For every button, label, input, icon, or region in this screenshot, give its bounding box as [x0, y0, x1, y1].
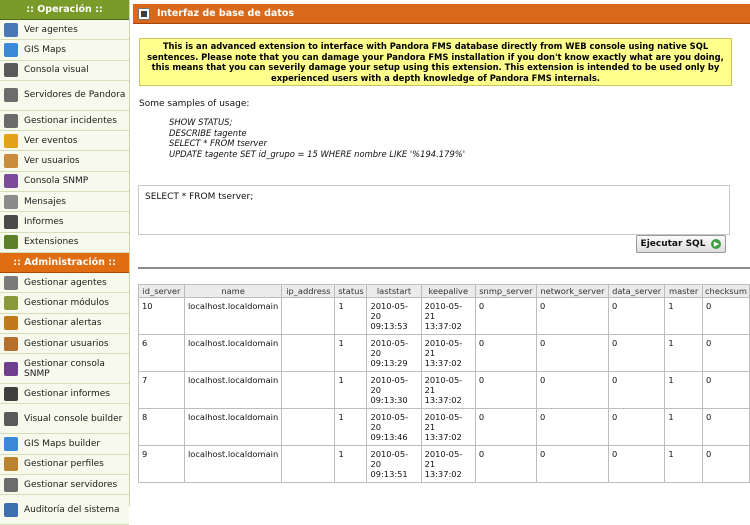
sidebar-item-consola-snmp[interactable]: [0, 172, 129, 192]
sidebar-menu: [0, 0, 130, 515]
visual-console-icon: [4, 63, 18, 77]
sidebar-item-mensajes[interactable]: [0, 192, 129, 212]
manage-agents-icon: [4, 276, 18, 290]
sidebar-item-label: Informes: [24, 217, 64, 228]
sidebar-item-label: Servidores de Pandora: [24, 90, 126, 101]
table-cell: 0: [536, 372, 608, 409]
column-header: keepalive: [421, 285, 475, 298]
table-cell: 1: [335, 409, 367, 446]
sidebar-item-label: Gestionar incidentes: [24, 115, 117, 126]
table-cell: 2010-05-20 09:13:51: [367, 446, 421, 483]
table-cell: 2010-05-20 09:13:30: [367, 372, 421, 409]
manage-users-icon: [4, 337, 18, 351]
administration-section-header: :: Administración ::: [0, 253, 129, 273]
sidebar-item-label: Gestionar agentes: [24, 277, 107, 288]
table-cell: [282, 298, 335, 335]
table-cell: 0: [608, 335, 664, 372]
table-cell: 1: [335, 446, 367, 483]
sidebar-item-ver-agentes[interactable]: [0, 20, 129, 40]
table-cell: 0: [475, 446, 536, 483]
sidebar-item-auditor-a-del-sistema[interactable]: [0, 495, 129, 525]
table-cell: localhost.localdomain: [184, 409, 281, 446]
execute-sql-button[interactable]: [636, 235, 726, 253]
table-row: [139, 409, 750, 446]
table-cell: 8: [139, 409, 185, 446]
table-cell: 0: [702, 372, 749, 409]
table-cell: 9: [139, 446, 185, 483]
table-cell: localhost.localdomain: [184, 446, 281, 483]
table-cell: 0: [536, 446, 608, 483]
column-header: name: [184, 285, 281, 298]
table-cell: 0: [608, 446, 664, 483]
table-cell: 1: [665, 409, 703, 446]
column-header: network_server: [536, 285, 608, 298]
manage-alerts-icon: [4, 316, 18, 330]
column-header: checksum: [702, 285, 749, 298]
table-cell: 0: [702, 446, 749, 483]
table-cell: 0: [702, 298, 749, 335]
extensions-icon: [4, 235, 18, 249]
manage-modules-icon: [4, 296, 18, 310]
table-row: [139, 372, 750, 409]
table-cell: 2010-05-21 13:37:02: [421, 372, 475, 409]
table-cell: 0: [475, 409, 536, 446]
table-cell: localhost.localdomain: [184, 372, 281, 409]
arrow-right-icon: ▶: [711, 239, 721, 249]
samples-list: [169, 117, 465, 159]
table-cell: 2010-05-21 13:37:02: [421, 446, 475, 483]
sidebar-item-label: Ver agentes: [24, 24, 78, 35]
operation-menu-list: [0, 20, 129, 253]
sidebar-item-gestionar-servidores[interactable]: [0, 475, 129, 495]
sidebar-item-gestionar-incidentes[interactable]: [0, 111, 129, 131]
table-cell: 0: [536, 409, 608, 446]
sidebar-item-label: GIS Maps: [24, 44, 66, 55]
sidebar-item-label: Ver usuarios: [24, 156, 80, 167]
sample-line: SHOW STATUS;: [169, 117, 233, 127]
window-icon: [138, 8, 150, 20]
table-cell: 1: [335, 335, 367, 372]
incidents-icon: [4, 114, 18, 128]
table-cell: 2010-05-21 13:37:02: [421, 335, 475, 372]
samples-title: Some samples of usage:: [139, 99, 250, 109]
sidebar-item-gis-maps-builder[interactable]: [0, 434, 129, 454]
sidebar-item-gestionar-alertas[interactable]: [0, 314, 129, 334]
sidebar-item-label: Gestionar perfiles: [24, 459, 104, 470]
results-container: [138, 284, 750, 479]
sidebar-item-label: Gestionar servidores: [24, 479, 118, 490]
column-header: snmp_server: [475, 285, 536, 298]
sidebar-item-label: Extensiones: [24, 237, 79, 248]
manage-reports-icon: [4, 387, 18, 401]
table-cell: localhost.localdomain: [184, 335, 281, 372]
table-cell: 0: [475, 372, 536, 409]
sidebar-item-gis-maps[interactable]: [0, 40, 129, 60]
sidebar-item-consola-visual[interactable]: [0, 61, 129, 81]
sql-query-textarea[interactable]: SELECT * FROM tserver;: [138, 185, 730, 235]
users-icon: [4, 154, 18, 168]
sidebar-item-label: Consola SNMP: [24, 176, 89, 187]
column-header: laststart: [367, 285, 421, 298]
table-cell: 2010-05-20 09:13:29: [367, 335, 421, 372]
server-icon: [4, 88, 18, 102]
agents-icon: [4, 23, 18, 37]
table-cell: 0: [475, 298, 536, 335]
sidebar-item-gestionar-usuarios[interactable]: [0, 334, 129, 354]
sidebar-item-extensiones[interactable]: [0, 233, 129, 253]
sidebar-item-label: Gestionar módulos: [24, 297, 109, 308]
column-header: data_server: [608, 285, 664, 298]
table-cell: 1: [335, 372, 367, 409]
table-row: [139, 446, 750, 483]
sidebar-item-gestionar-m-dulos[interactable]: [0, 293, 129, 313]
column-header: id_server: [139, 285, 185, 298]
sidebar-item-gestionar-perfiles[interactable]: [0, 455, 129, 475]
column-header: master: [665, 285, 703, 298]
column-header: status: [335, 285, 367, 298]
profiles-icon: [4, 457, 18, 471]
reports-icon: [4, 215, 18, 229]
gis-builder-icon: [4, 437, 18, 451]
audit-icon: [4, 503, 18, 517]
sidebar-item-gestionar-consola-snmp[interactable]: [0, 354, 129, 384]
page-header: [133, 4, 750, 24]
sidebar-item-ver-usuarios[interactable]: [0, 151, 129, 171]
table-cell: localhost.localdomain: [184, 298, 281, 335]
warning-box: This is an advanced extension to interface with Pandora FMS database directly from WEB console using native SQL sentences. Please note that you can damage your Pandora FMS installation if you don't know exactly what are you doing, this means that you can severily damage your setup using this extension. This extension is intended to be used only by experienced users with a depth knowledge of Pandora FMS internals.: [139, 38, 732, 86]
results-table: [138, 284, 750, 483]
globe-icon: [4, 43, 18, 57]
table-cell: 2010-05-21 13:37:02: [421, 298, 475, 335]
table-cell: 2010-05-20 09:13:46: [367, 409, 421, 446]
table-cell: 1: [665, 298, 703, 335]
section-divider: [138, 267, 750, 269]
sidebar-item-label: Gestionar consola SNMP: [24, 358, 105, 379]
table-row: [139, 298, 750, 335]
sidebar-item-label: Gestionar alertas: [24, 318, 102, 329]
sidebar-item-label: GIS Maps builder: [24, 439, 101, 450]
operation-section-header: :: Operación ::: [0, 0, 129, 20]
table-cell: [282, 372, 335, 409]
sidebar-item-informes[interactable]: [0, 212, 129, 232]
sidebar-item-gestionar-agentes[interactable]: [0, 273, 129, 293]
table-cell: 0: [475, 335, 536, 372]
table-cell: 0: [702, 335, 749, 372]
sidebar-item-visual-console-builder[interactable]: [0, 404, 129, 434]
table-cell: 0: [608, 372, 664, 409]
sample-line: UPDATE tagente SET id_grupo = 15 WHERE nombre LIKE '%194.179%': [169, 148, 466, 159]
table-cell: 0: [536, 298, 608, 335]
table-header-row: [139, 285, 750, 298]
administration-menu-list: [0, 273, 129, 525]
table-cell: 7: [139, 372, 185, 409]
table-cell: 0: [608, 298, 664, 335]
page-title: Interfaz de base de datos: [157, 8, 294, 19]
sidebar-item-label: Ver eventos: [24, 135, 78, 146]
sidebar-item-label: Gestionar usuarios: [24, 338, 109, 349]
sidebar-item-label: Auditoría del sistema: [24, 504, 120, 515]
sample-line: DESCRIBE tagente: [169, 127, 247, 138]
table-cell: 0: [608, 409, 664, 446]
table-cell: 1: [335, 298, 367, 335]
sidebar-item-gestionar-informes[interactable]: [0, 384, 129, 404]
messages-icon: [4, 195, 18, 209]
sample-line: SELECT * FROM tserver: [169, 138, 267, 148]
table-cell: 1: [665, 372, 703, 409]
table-cell: 1: [665, 446, 703, 483]
table-cell: 2010-05-20 09:13:53: [367, 298, 421, 335]
table-cell: [282, 409, 335, 446]
sidebar-item-ver-eventos[interactable]: [0, 131, 129, 151]
table-cell: [282, 446, 335, 483]
table-cell: 0: [536, 335, 608, 372]
table-cell: 1: [665, 335, 703, 372]
sidebar-item-label: Gestionar informes: [24, 388, 110, 399]
events-icon: [4, 134, 18, 148]
table-cell: 10: [139, 298, 185, 335]
console-builder-icon: [4, 412, 18, 426]
table-cell: 6: [139, 335, 185, 372]
manage-servers-icon: [4, 478, 18, 492]
sidebar-item-servidores-de-pandora[interactable]: [0, 81, 129, 111]
table-row: [139, 335, 750, 372]
manage-snmp-icon: [4, 362, 18, 376]
sidebar-item-label: Consola visual: [24, 65, 89, 76]
sidebar-item-label: Visual console builder: [24, 413, 123, 424]
snmp-icon: [4, 174, 18, 188]
table-cell: [282, 335, 335, 372]
execute-sql-label: Ejecutar SQL: [640, 239, 706, 249]
table-cell: 0: [702, 409, 749, 446]
sidebar-item-label: Mensajes: [24, 196, 66, 207]
column-header: ip_address: [282, 285, 335, 298]
table-cell: 2010-05-21 13:37:02: [421, 409, 475, 446]
